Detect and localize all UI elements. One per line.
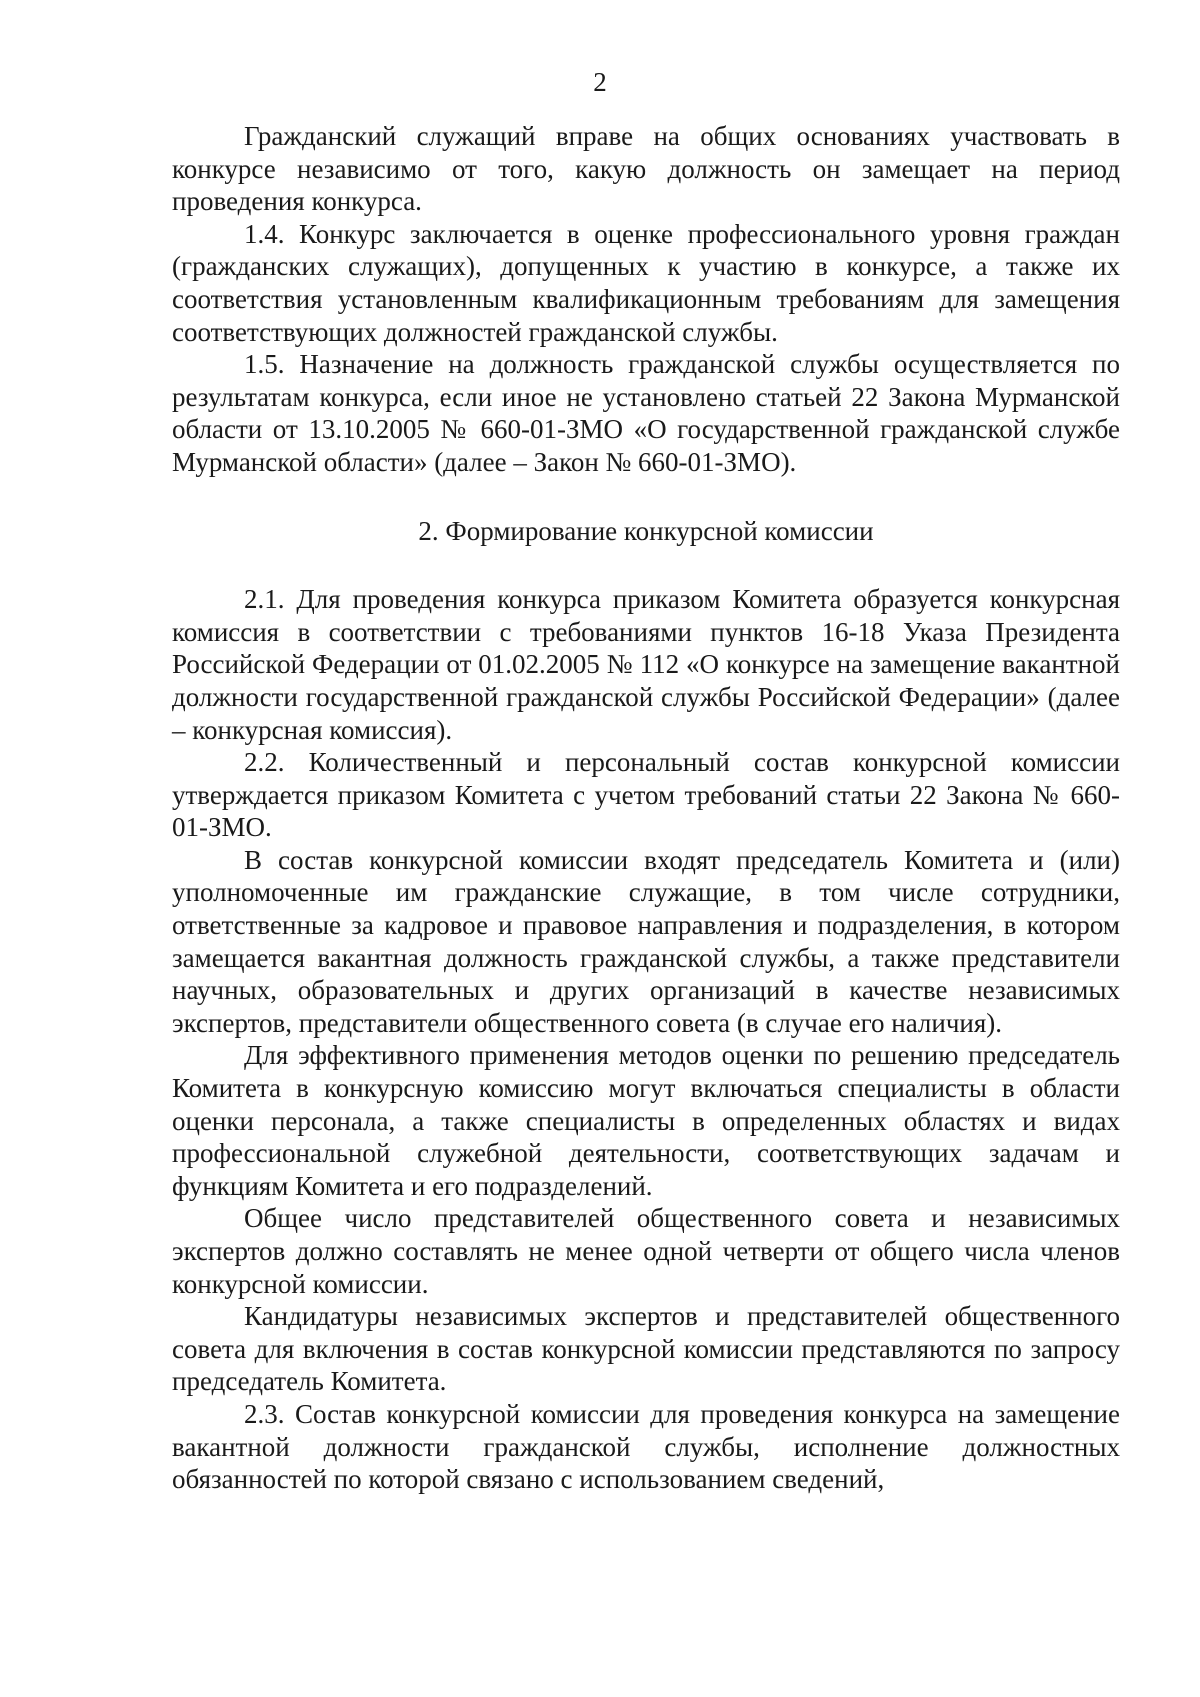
- paragraph-2-2: 2.2. Количественный и персональный состав конкурсной комиссии утверждается приказом Комитета с учетом требований статьи 22 Закона № 660-01-ЗМО.: [172, 747, 1120, 843]
- paragraph-candidates: Кандидатуры независимых экспертов и представителей общественного совета для включения в состав конкурсной комиссии представляются по запросу председатель Комитета.: [172, 1301, 1120, 1397]
- page-number: 2: [593, 67, 607, 97]
- paragraph-1-5: 1.5. Назначение на должность гражданской службы осуществляется по результатам конкурса, если иное не установлено статьей 22 Закона Мурманской области от 13.10.2005 № 660-01-ЗМО «О государственной гражданской службе Мурманской области» (далее – Закон № 660-01-ЗМО).: [172, 349, 1120, 477]
- paragraph-quarter-requirement: Общее число представителей общественного совета и независимых экспертов должно составлять не менее одной четверти от общего числа членов конкурсной комиссии.: [172, 1203, 1120, 1299]
- paragraph-commission-members: В состав конкурсной комиссии входят председатель Комитета и (или) уполномоченные им гражданские служащие, в том числе сотрудники, ответственные за кадровое и правовое направления и подразделения, в котором замещается вакантная должность гражданской службы, а также представители научных, образовательных и других организаций в качестве независимых экспертов, представители общественного совета (в случае его наличия).: [172, 844, 1120, 1038]
- paragraph-1-4: 1.4. Конкурс заключается в оценке профессионального уровня граждан (гражданских служащих), допущенных к участию в конкурсе, а также их соответствия установленным квалификационным требованиям для замещения соответствующих должностей гражданской службы.: [172, 218, 1120, 347]
- spacer: [172, 479, 1120, 515]
- document-body: [172, 120, 1120, 1496]
- section-heading: 2. Формирование конкурсной комиссии: [418, 515, 874, 546]
- paragraph-civil-servant-participation: Гражданский служащий вправе на общих основаниях участвовать в конкурсе независимо от того, какую должность он замещает на период проведения конкурса.: [172, 121, 1120, 217]
- paragraph-2-1: 2.1. Для проведения конкурса приказом Комитета образуется конкурсная комиссия в соответствии с требованиями пунктов 16-18 Указа Президента Российской Федерации от 01.02.2005 № 112 «О конкурсе на замещение вакантной должности государственной гражданской службы Российской Федерации» (далее – конкурсная комиссия).: [172, 584, 1120, 745]
- paragraph-specialists: Для эффективного применения методов оценки по решению председатель Комитета в конкурсную комиссию могут включаться специалисты в области оценки персонала, а также специалисты в определенных областях и видах профессиональной служебной деятельности, соответствующих задачам и функциям Комитета и его подразделений.: [172, 1040, 1120, 1201]
- spacer: [172, 547, 1120, 583]
- paragraph-2-3: 2.3. Состав конкурсной комиссии для проведения конкурса на замещение вакантной должности гражданской службы, исполнение должностных обязанностей по которой связано с использованием сведений,: [172, 1398, 1120, 1495]
